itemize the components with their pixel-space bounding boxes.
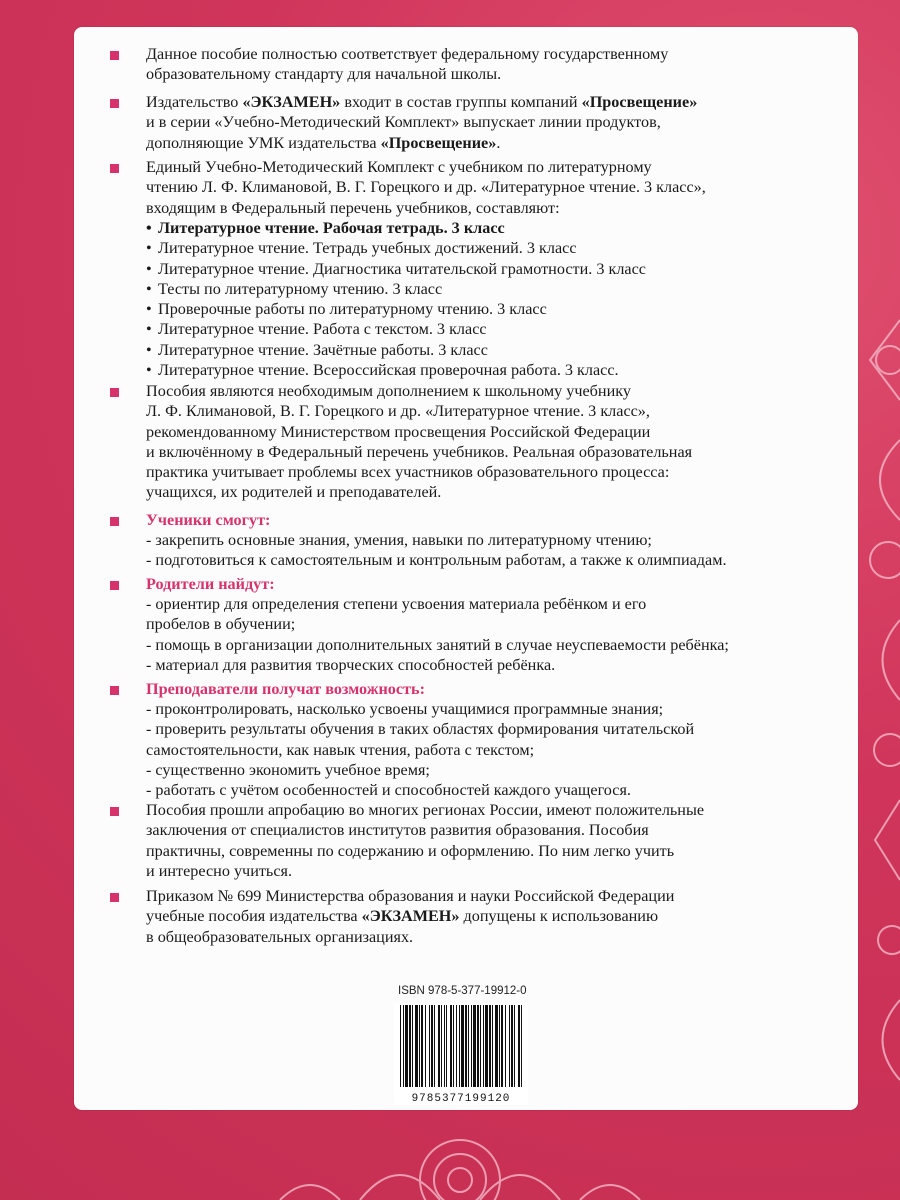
barcode-bar bbox=[480, 1005, 481, 1087]
paragraph-standard bbox=[146, 44, 846, 85]
group-name: «Просвещение» bbox=[581, 93, 698, 111]
paragraph-order bbox=[146, 886, 846, 947]
list-item: • Литературное чтение. Рабочая тетрадь. 3 класс bbox=[146, 219, 505, 237]
barcode-bar bbox=[473, 1005, 476, 1087]
publisher-name: «ЭКЗАМЕН» bbox=[242, 93, 341, 111]
list-item: • Тесты по литературному чтению. 3 класс bbox=[146, 279, 443, 298]
list-item: самостоятельности, как навык чтения, работа с текстом; bbox=[146, 740, 535, 759]
text-panel bbox=[74, 27, 858, 1110]
paragraph-line: заключения от специалистов институтов развития образования. Пособия bbox=[146, 821, 649, 840]
barcode-bar bbox=[431, 1005, 433, 1087]
barcode-bar bbox=[456, 1005, 457, 1087]
list-item: • Проверочные работы по литературному чтению. 3 класс bbox=[146, 300, 547, 319]
list-item: пробелов в обучении; bbox=[146, 615, 296, 634]
paragraph-line: и интересно учиться. bbox=[146, 861, 292, 880]
barcode-bar bbox=[509, 1005, 510, 1087]
list-item: - материал для развития творческих способностей ребёнка. bbox=[146, 655, 556, 674]
barcode-bar bbox=[477, 1005, 479, 1087]
paragraph-line: практичны, современны по содержанию и оформлению. По ним легко учить bbox=[146, 841, 675, 860]
students-heading: Ученики смогут: bbox=[146, 511, 271, 529]
list-item: - подготовиться к самостоятельным и контрольным работам, а также к олимпиадам. bbox=[146, 551, 727, 570]
publisher-name: «ЭКЗАМЕН» bbox=[361, 907, 460, 926]
paragraph-line: Пособия прошли апробацию во многих регионах России, имеют положительные bbox=[146, 801, 705, 819]
barcode-bar bbox=[492, 1005, 493, 1087]
list-item: • Литературное чтение. Тетрадь учебных достижений. 3 класс bbox=[146, 239, 577, 258]
paragraph-manuals bbox=[146, 381, 846, 503]
bullet-square bbox=[110, 686, 119, 695]
barcode-bar bbox=[501, 1005, 503, 1087]
barcode-bar bbox=[511, 1005, 513, 1087]
list-item: - помощь в организации дополнительных занятий в случае неуспеваемости ребёнка; bbox=[146, 635, 729, 654]
paragraph-line: входящим в Федеральный перечень учебников, составляют: bbox=[146, 198, 560, 217]
paragraph-line: Единый Учебно-Методический Комплект с учебником по литературному bbox=[146, 158, 652, 176]
parents-list bbox=[146, 594, 856, 675]
list-item: - проконтролировать, насколько усвоены учащимися программные знания; bbox=[146, 700, 664, 718]
paragraph-approbation bbox=[146, 800, 846, 881]
list-item: - работать с учётом особенностей и способностей каждого учащегося. bbox=[146, 781, 631, 800]
barcode-bar bbox=[521, 1005, 522, 1087]
list-item: - закрепить основные знания, умения, навыки по литературному чтению; bbox=[146, 531, 652, 549]
paragraph-line: чтению Л. Ф. Климановой, В. Г. Горецкого и др. «Литературное чтение. 3 класс», bbox=[146, 178, 706, 197]
text-run: учебные пособия издательства bbox=[146, 907, 362, 926]
bullet-square bbox=[110, 51, 119, 60]
bullet-square bbox=[110, 807, 119, 816]
bullet-square bbox=[110, 164, 119, 173]
barcode-bar bbox=[485, 1005, 488, 1087]
paragraph-umk bbox=[146, 157, 846, 218]
barcode-bar bbox=[429, 1005, 430, 1087]
paragraph-line: Пособия являются необходимым дополнением к школьному учебнику bbox=[146, 382, 631, 400]
list-item: • Литературное чтение. Всероссийская проверочная работа. 3 класс. bbox=[146, 361, 619, 380]
bullet-square bbox=[110, 581, 119, 590]
barcode-bar bbox=[505, 1005, 506, 1087]
barcode-bar bbox=[483, 1005, 484, 1087]
barcode-bar bbox=[405, 1005, 408, 1087]
text-run: и в серии «Учебно-Методический Комплект» выпускает линии продуктов, дополняющие УМК издательства bbox=[146, 113, 661, 152]
barcode-bar bbox=[444, 1005, 445, 1087]
list-item: • Литературное чтение. Диагностика читательской грамотности. 3 класс bbox=[146, 259, 646, 278]
teachers-heading: Преподаватели получат возможность: bbox=[146, 680, 425, 698]
barcode-bar bbox=[425, 1005, 426, 1087]
barcode-bar bbox=[438, 1005, 440, 1087]
paragraph-line: и включённому в Федеральный перечень учебников. Реальная образовательная bbox=[146, 442, 693, 461]
list-item: - проверить результаты обучения в таких областях формирования читательской bbox=[146, 720, 695, 739]
paragraph-line: Приказом № 699 Министерства образования и науки Российской Федерации bbox=[146, 887, 675, 905]
paragraph-line: Данное пособие полностью соответствует федеральному государственному bbox=[146, 45, 669, 63]
barcode-bar bbox=[499, 1005, 500, 1087]
text-run: Издательство bbox=[146, 93, 243, 111]
barcode-bar bbox=[459, 1005, 460, 1087]
barcode-number: 9785377199120 bbox=[411, 1093, 511, 1105]
barcode-bar bbox=[450, 1005, 452, 1087]
barcode-bar bbox=[441, 1005, 442, 1087]
isbn-text: ISBN 978-5-377-19912-0 bbox=[398, 985, 527, 997]
barcode-bar bbox=[446, 1005, 447, 1087]
barcode-bar bbox=[465, 1005, 467, 1087]
barcode-bar bbox=[415, 1005, 418, 1087]
bullet-square bbox=[110, 893, 119, 902]
bullet-square bbox=[110, 99, 119, 108]
barcode-bar bbox=[518, 1005, 520, 1087]
bullet-square bbox=[110, 517, 119, 526]
text-run: . bbox=[496, 133, 501, 152]
paragraph-line: образовательному стандарту для начальной школы. bbox=[146, 65, 502, 84]
barcode-bar bbox=[489, 1005, 491, 1087]
barcode bbox=[394, 1003, 528, 1105]
barcode-bar bbox=[400, 1005, 401, 1087]
paragraph-line: учащихся, их родителей и преподавателей. bbox=[146, 483, 442, 502]
teachers-list bbox=[146, 699, 856, 800]
bullet-square bbox=[110, 388, 119, 397]
group-name: «Просвещение» bbox=[380, 133, 497, 152]
barcode-bar bbox=[403, 1005, 404, 1087]
barcode-bar bbox=[514, 1005, 515, 1087]
text-run: допущены к использованию bbox=[459, 907, 659, 926]
barcode-bar bbox=[419, 1005, 420, 1087]
barcode-bar bbox=[409, 1005, 411, 1087]
parents-heading: Родители найдут: bbox=[146, 575, 275, 593]
paragraph-line: в общеобразовательных организациях. bbox=[146, 927, 414, 946]
list-item: - существенно экономить учебное время; bbox=[146, 760, 430, 779]
list-item: • Литературное чтение. Зачётные работы. 3 класс bbox=[146, 340, 488, 359]
paragraph-line: практика учитывает проблемы всех участников образовательного процесса: bbox=[146, 463, 670, 482]
barcode-bars bbox=[394, 1003, 528, 1105]
list-item: • Литературное чтение. Работа с текстом. 3 класс bbox=[146, 320, 487, 339]
barcode-bar bbox=[421, 1005, 423, 1087]
students-list bbox=[146, 530, 856, 571]
text-run: входит в состав группы компаний bbox=[340, 93, 582, 111]
barcode-bar bbox=[468, 1005, 469, 1087]
paragraph-line: Л. Ф. Климановой, В. Г. Горецкого и др. «Литературное чтение. 3 класс», bbox=[146, 402, 650, 421]
paragraph-publisher bbox=[146, 92, 846, 153]
paragraph-line: рекомендованному Министерством просвещения Российской Федерации bbox=[146, 422, 651, 441]
barcode-bar bbox=[434, 1005, 435, 1087]
barcode-bar bbox=[495, 1005, 498, 1087]
barcode-bar bbox=[461, 1005, 464, 1087]
floral-ornament-bottom bbox=[60, 1110, 840, 1200]
barcode-bar bbox=[412, 1005, 413, 1087]
barcode-bar bbox=[471, 1005, 472, 1087]
product-list bbox=[146, 218, 846, 380]
list-item: - ориентир для определения степени усвоения материала ребёнком и его bbox=[146, 595, 647, 613]
barcode-bar bbox=[453, 1005, 454, 1087]
